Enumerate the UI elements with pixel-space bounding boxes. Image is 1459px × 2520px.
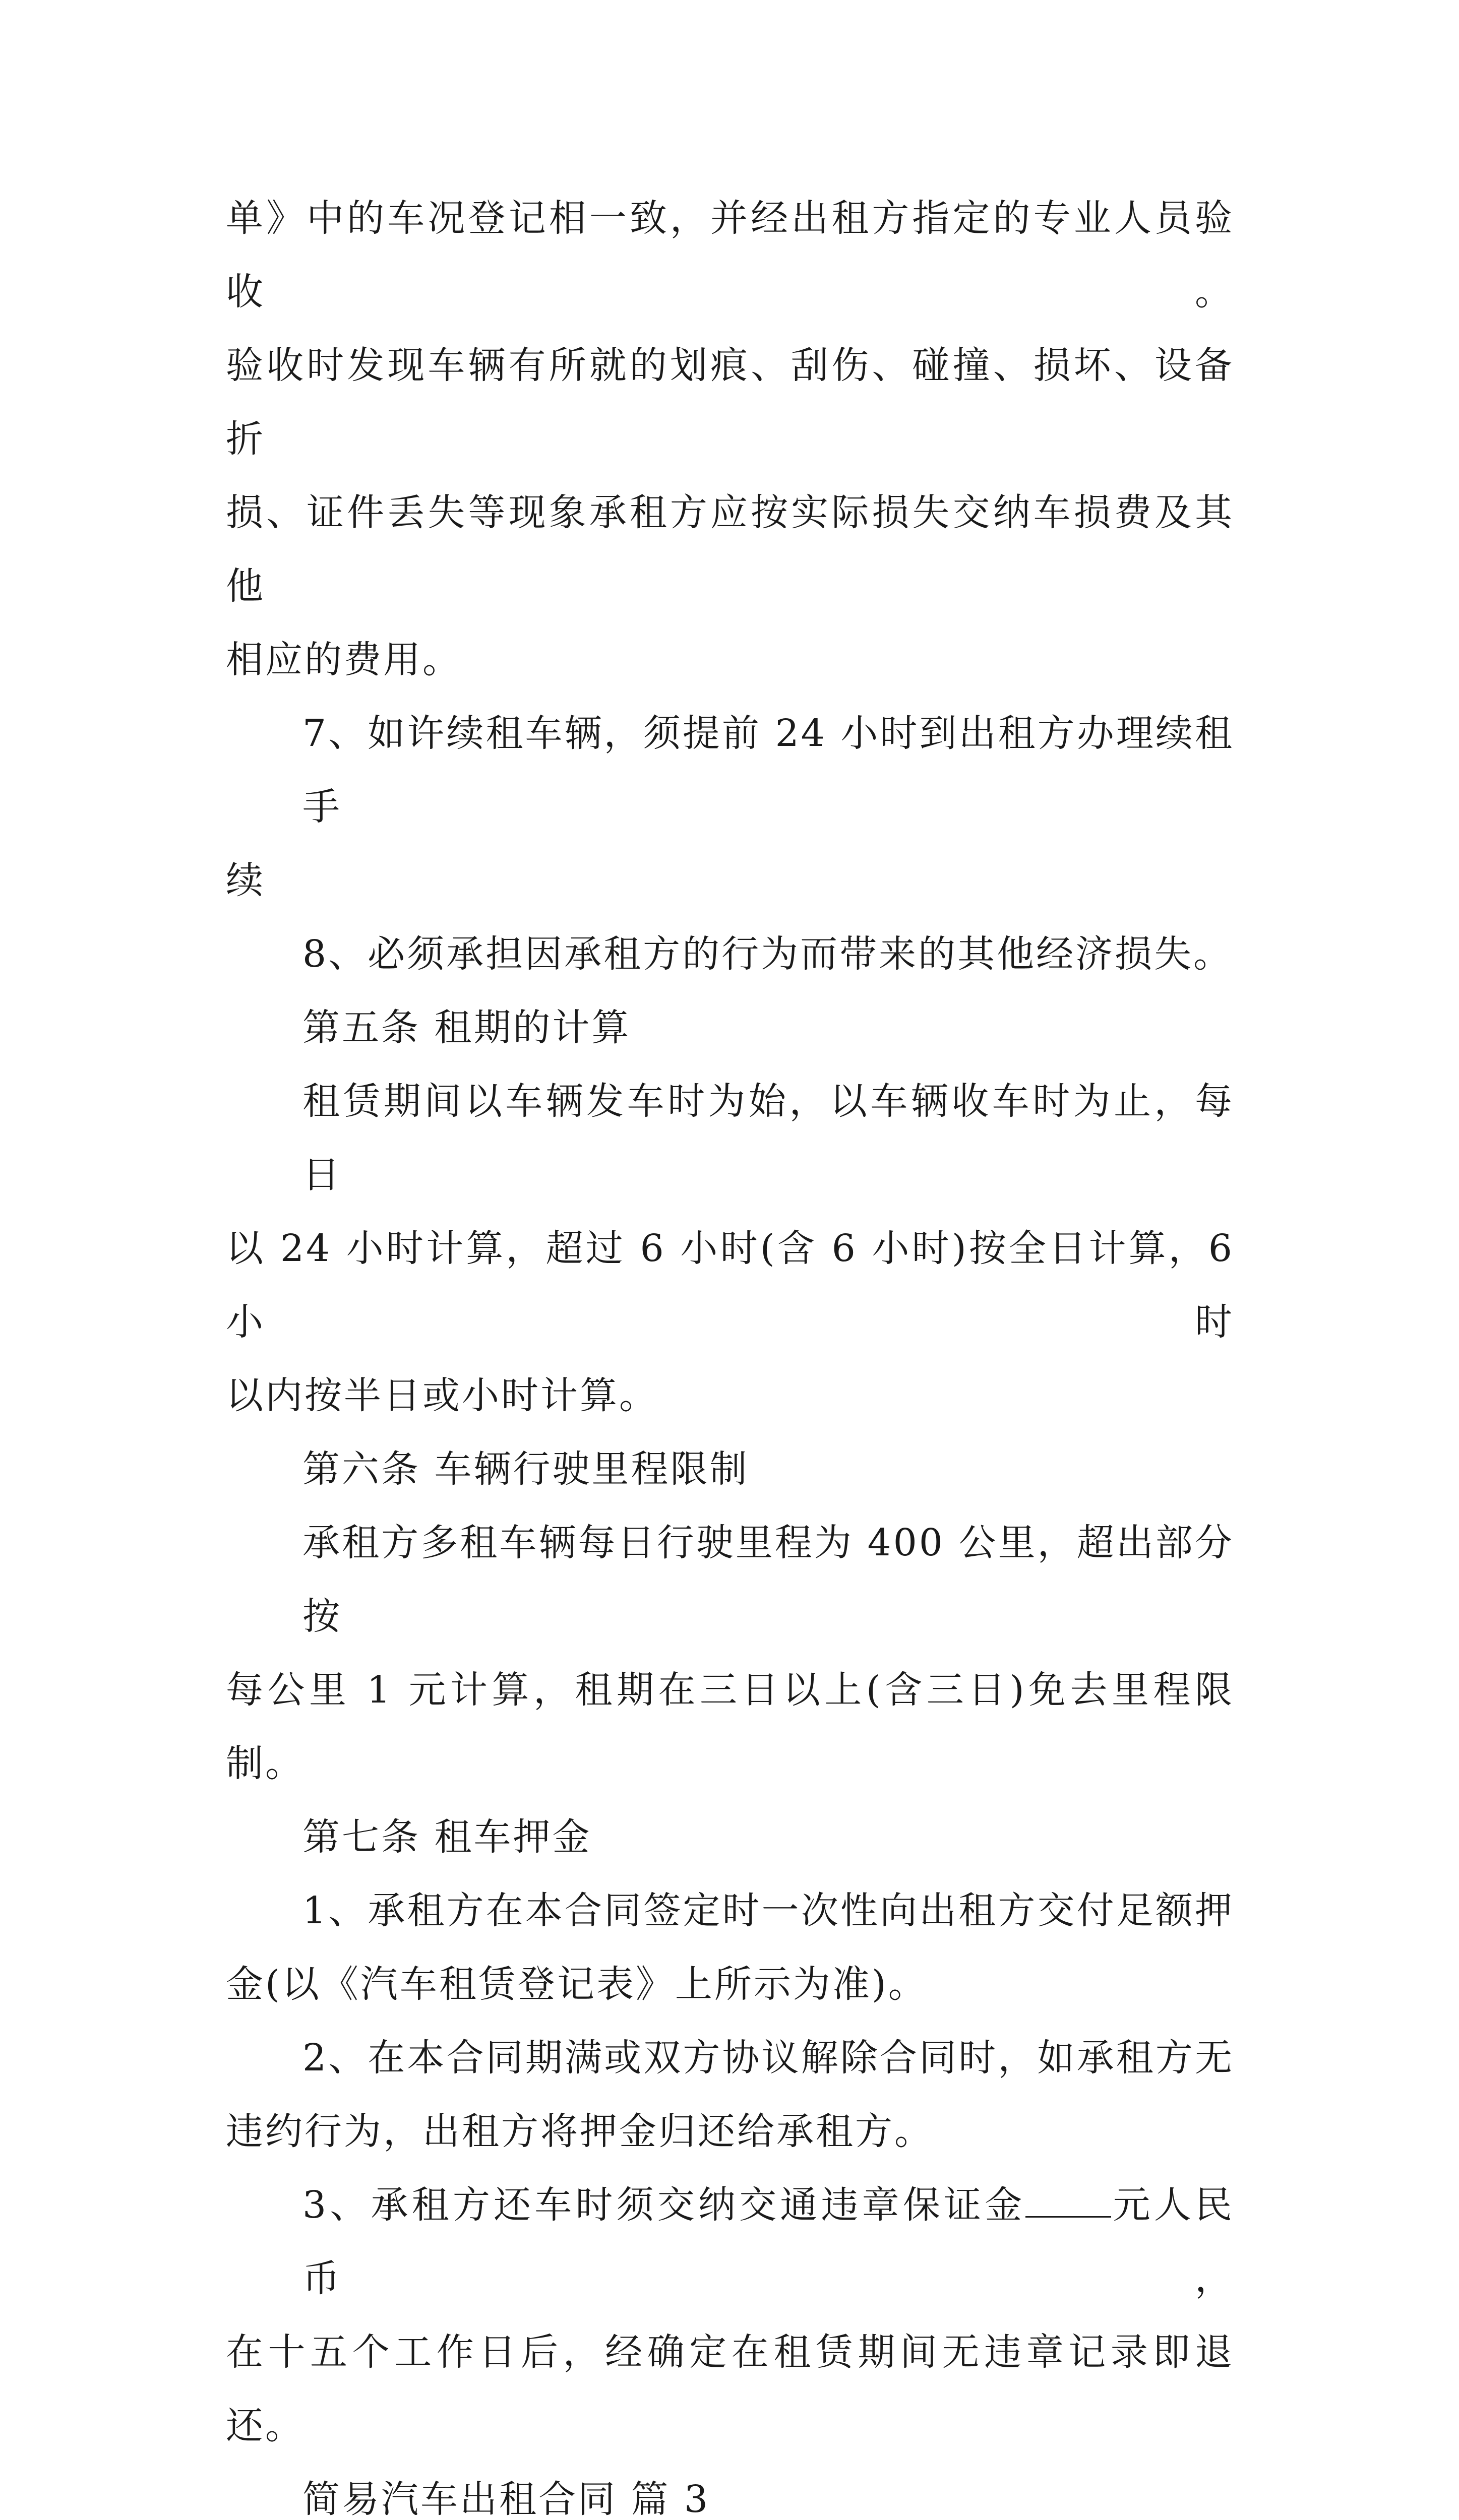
text-line: 以 24 小时计算，超过 6 小时(含 6 小时)按全日计算，6 小时 [226,1227,1234,1344]
paragraph-vehicle-inspection [226,181,1234,697]
heading-article-5 [226,991,1234,1064]
heading-contract-3 [226,2463,1234,2520]
text-line: 7、如许续租车辆，须提前 24 小时到出租方办理续租手 [302,712,1234,829]
paragraph-item-7 [226,697,1234,917]
paragraph-mileage-limit [226,1506,1234,1800]
text-segment: 元人民币， [302,2183,1234,2300]
text-line: 1、承租方在本合同签定时一次性向出租方交付足额押 [302,1889,1234,1932]
text-line: 在十五个工作日后，经确定在租赁期间无违章记录即退还。 [226,2330,1234,2447]
section-heading: 简易汽车出租合同 篇 3 [302,2478,710,2520]
text-line: 相应的费用。 [226,638,462,681]
paragraph-rental-period [226,1064,1234,1432]
paragraph-deposit-1 [226,1874,1234,2021]
paragraph-item-8 [226,917,1234,991]
text-line: 8、必须承担因承租方的行为而带来的其他经济损失。 [302,932,1233,976]
text-line: 2、在本合同期满或双方协议解除合同时，如承租方无 [302,2036,1234,2080]
heading-article-7 [226,1800,1234,1874]
text-line: 违约行为，出租方将押金归还给承租方。 [226,2110,934,2153]
text-line: 租赁期间以车辆发车时为始，以车辆收车时为止，每日 [302,1080,1234,1196]
text-line: 验收时发现车辆有所就的划痕、刮伤、碰撞、损坏、设备折 [226,344,1234,461]
fill-in-blank-amount[interactable] [1025,2181,1111,2218]
heading-article-6 [226,1432,1234,1506]
section-heading: 第六条 车辆行驶里程限制 [302,1447,749,1491]
text-line: 损、证件丢失等现象承租方应按实际损失交纳车损费及其他 [226,491,1234,608]
text-line-with-blank [226,2168,1234,2315]
text-line: 单》中的车况登记相一致，并经出租方指定的专业人员验收。 [226,197,1234,313]
document-body [226,181,1234,2520]
section-heading: 第五条 租期的计算 [302,1006,631,1049]
text-line: 续 [226,859,265,902]
text-line: 每公里 1 元计算，租期在三日以上(含三日)免去里程限制。 [226,1668,1234,1785]
text-line: 承租方多租车辆每日行驶里程为 400 公里，超出部分按 [302,1521,1234,1638]
text-line: 以内按半日或小时计算。 [226,1374,658,1417]
text-segment: 3、承租方还车时须交纳交通违章保证金 [302,2183,1026,2227]
paragraph-deposit-2 [226,2021,1234,2168]
paragraph-deposit-3 [226,2168,1234,2463]
section-heading: 第七条 租车押金 [302,1815,592,1859]
text-line: 金(以《汽车租赁登记表》上所示为准)。 [226,1963,928,2006]
